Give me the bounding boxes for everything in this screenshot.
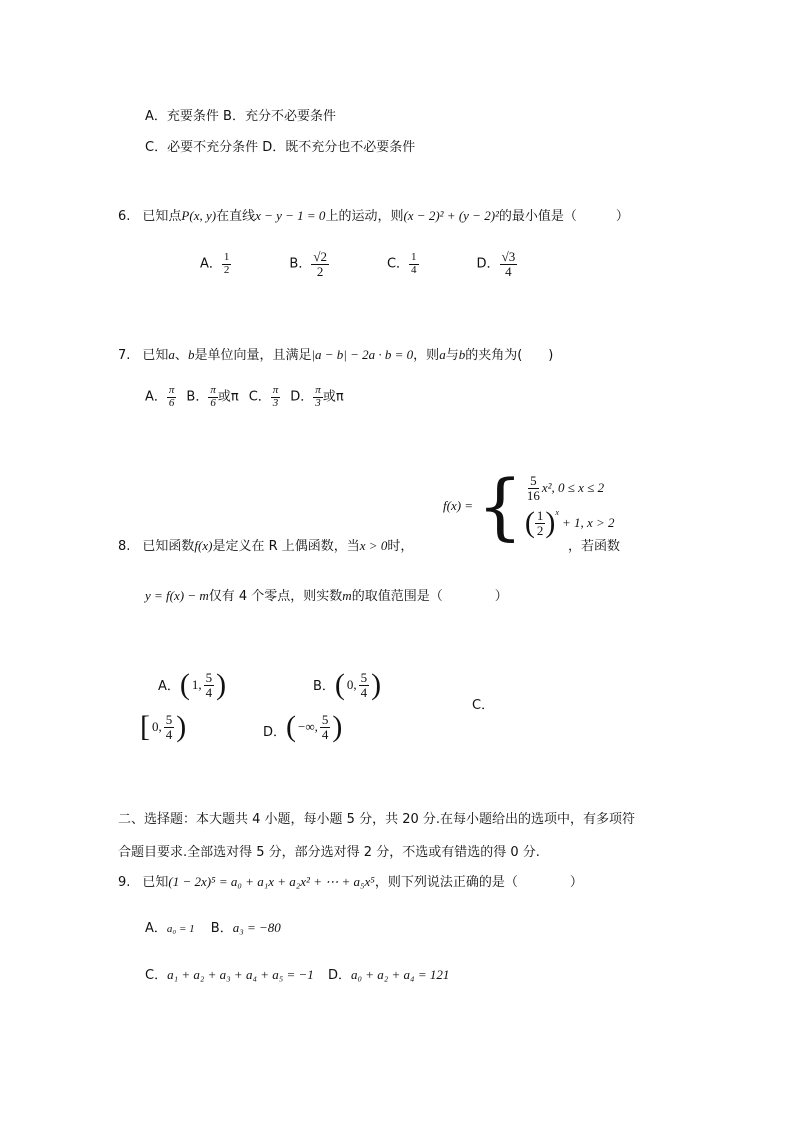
q8-option-c[interactable]: [ 0, $\frac{5}{4}$ ) [140,710,187,743]
q8-option-b[interactable]: B． ( 0, $\frac{5}{4}$ ) [313,668,382,701]
q8-stem: 8. 已知函数f(x)是定义在 R 上偶函数，当x > 0时， [118,538,414,554]
q9-stem: 9. 已知(1 − 2x)⁵ = a₀ + a₁x + a₂x² + ⋯ + a₅x⁵，则下列说法正确的是（ ） [118,874,583,890]
q6-text-1: 已知点 [142,209,182,224]
section2-instructions-line1: 二、选择题：本大题共 4 小题，每小题 5 分，共 20 分.在每小题给出的选项中，有多项符 [118,812,636,827]
q7-number: 7. [118,348,131,363]
q6-option-c[interactable]: C． $\frac{1}{4}$ [386,251,417,276]
q8-option-a[interactable]: A． ( 1, $\frac{5}{4}$ ) [158,668,227,701]
q6-options [200,250,517,278]
q7-condition: |a − b| − 2a · b = 0 [311,347,414,362]
q7-option-c[interactable]: C． $\frac{\pi}{3}$ [248,384,279,409]
q6-text-3: 上的运动，则 [325,209,404,224]
q9-option-d[interactable]: D．a₀ + a₂ + a₄ = 121 [327,967,450,983]
q6-stem [118,205,629,224]
q9-options-row2 [145,964,449,983]
q8-number: 8. [118,539,131,554]
left-brace: { [477,464,523,548]
q9-number: 9. [118,875,131,890]
q8-text-tail: ，若函数 [568,539,621,554]
q6-text-4: 的最小值是（ ） [498,209,629,224]
q6-number: 6. [118,209,131,224]
q5-options-line1: A．充要条件 B．充分不必要条件 [145,109,336,124]
q7-option-a[interactable]: A． $\frac{\pi}{6}$ [145,384,175,409]
q9-option-b[interactable]: B．a₃ = −80 [210,920,281,936]
q8-option-d[interactable]: D． ( −∞, $\frac{5}{4}$ ) [263,710,343,743]
q8-piecewise-function: f(x) = { $\frac{5}{16}$ x², 0 ≤ x ≤ 2 ( $\frac{1}{2}$ ) $^x$ + 1, x > 2 [443,464,615,548]
q8-case-2: ( $\frac{1}{2}$ ) $^x$ + 1, x > 2 [524,506,615,540]
q6-expression: (x − 2)² + (y − 2)² [403,208,499,223]
q6-option-d[interactable]: D． $\frac{√3}{4}$ [476,249,516,279]
q6-line-equation: x − y − 1 = 0 [255,208,326,223]
vector-a: a [168,347,175,362]
q7-options [145,385,344,409]
q7-option-b[interactable]: B． $\frac{\pi}{6}$ 或π [186,384,239,409]
q6-option-a[interactable]: A． $\frac{1}{2}$ [200,251,230,276]
q8-case-1: $\frac{5}{16}$ x², 0 ≤ x ≤ 2 [526,472,605,503]
vector-b: b [187,347,195,362]
q6-point: P(x, y) [181,208,217,223]
q8-stem-line2: y = f(x) − m仅有 4 个零点，则实数m的取值范围是（ ） [145,588,508,604]
q9-expansion: (1 − 2x)⁵ = a₀ + a₁x + a₂x² + ⋯ + a₅x⁵ [168,874,375,889]
q9-option-a[interactable]: A．a₀ = 1 [145,921,195,936]
section2-instructions-line2: 合题目要求.全部选对得 5 分，部分选对得 2 分，不选或有错选的得 0 分. [118,845,540,860]
q6-text-2: 在直线 [216,209,256,224]
q9-option-c[interactable]: C．a₁ + a₂ + a₃ + a₄ + a₅ = −1 [145,967,314,983]
q6-option-b[interactable]: B． $\frac{√2}{2}$ [289,249,327,279]
q7-option-d[interactable]: D． $\frac{\pi}{3}$ 或π [290,384,344,409]
q5-options-line2: C．必要不充分条件 D．既不充分也不必要条件 [145,140,416,155]
q9-options-row1 [145,917,281,936]
q8-option-c-label[interactable]: C． [472,698,495,713]
q7-stem: 7. 已知a、b是单位向量，且满足|a − b| − 2a · b = 0，则a与b的夹角为( ) [118,347,554,363]
